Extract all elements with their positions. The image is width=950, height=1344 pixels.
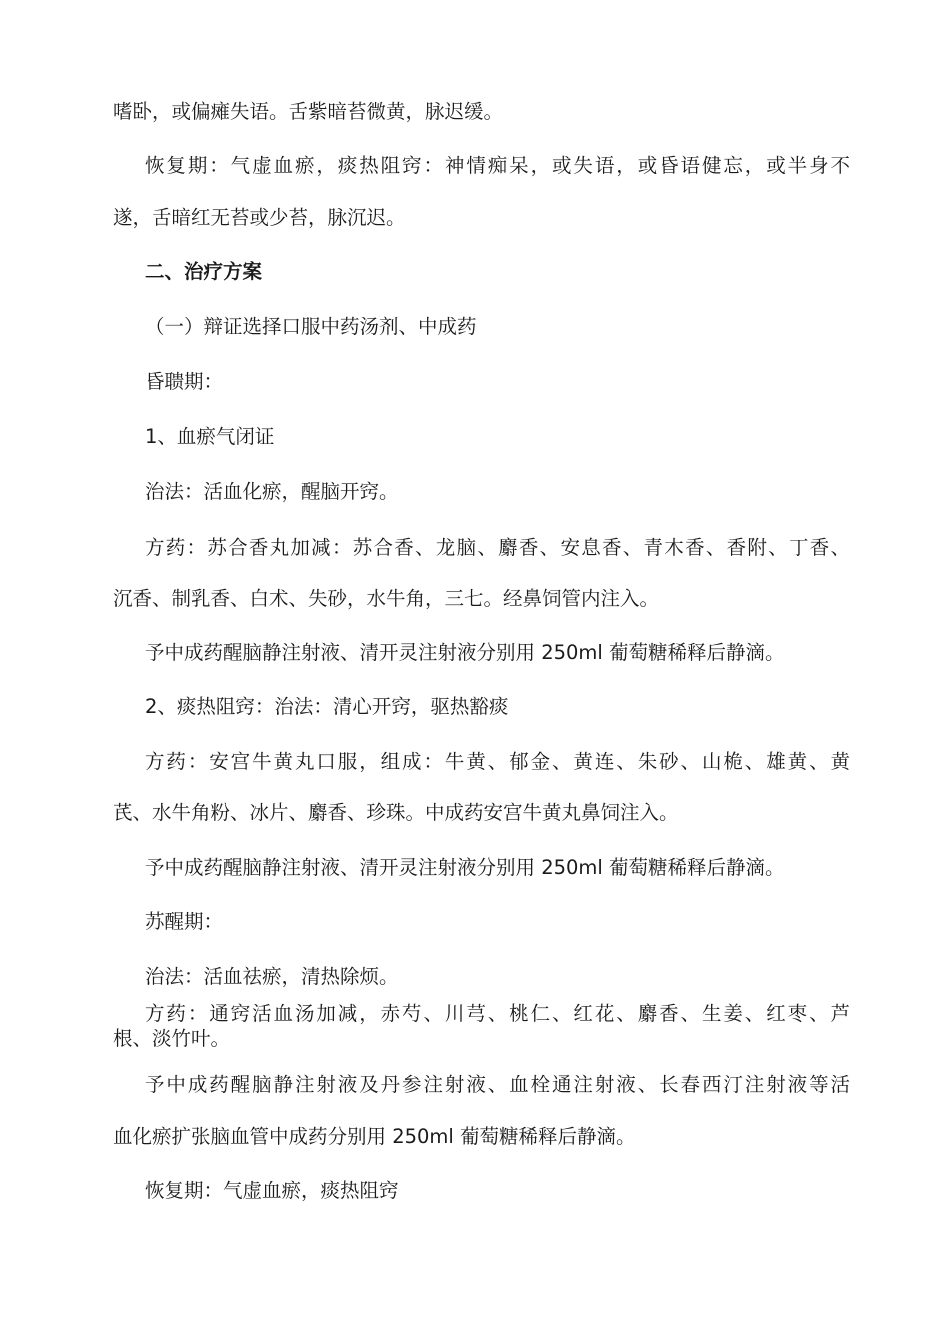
stage-heading: 苏醒期： — [145, 910, 224, 933]
paragraph-line: 方药：通窍活血汤加减，赤芍、川芎、桃仁、红花、麝香、生姜、红枣、芦 — [145, 1002, 850, 1025]
section-heading: 二、治疗方案 — [145, 260, 263, 283]
paragraph-line: 予中成药醒脑静注射液、清开灵注射液分别用 250ml 葡萄糖稀释后静滴。 — [145, 856, 785, 879]
paragraph-line: 芪、水牛角粉、冰片、麝香、珍珠。中成药安宫牛黄丸鼻饲注入。 — [113, 801, 679, 824]
stage-heading: 恢复期：气虚血瘀，痰热阻窍 — [145, 1179, 399, 1202]
subsection-heading: （一）辩证选择口服中药汤剂、中成药 — [145, 315, 477, 338]
stage-heading: 昏聩期： — [145, 370, 224, 393]
paragraph-line: 根、淡竹叶。 — [113, 1027, 231, 1050]
syndrome-heading: 2、痰热阻窍：治法：清心开窍，驱热豁痰 — [145, 695, 509, 718]
paragraph-line: 治法：活血化瘀，醒脑开窍。 — [145, 480, 399, 503]
paragraph-line: 治法：活血祛瘀，清热除烦。 — [145, 965, 399, 988]
paragraph-line: 恢复期：气虚血瘀，痰热阻窍：神情痴呆，或失语，或昏语健忘，或半身不 — [145, 154, 850, 177]
paragraph-line: 嗜卧，或偏瘫失语。舌紫暗苔微黄，脉迟缓。 — [113, 100, 504, 123]
paragraph-line: 予中成药醒脑静注射液、清开灵注射液分别用 250ml 葡萄糖稀释后静滴。 — [145, 641, 785, 664]
paragraph-line: 方药：安宫牛黄丸口服，组成：牛黄、郁金、黄连、朱砂、山桅、雄黄、黄 — [145, 750, 850, 773]
paragraph-line: 方药：苏合香丸加减：苏合香、龙脑、麝香、安息香、青木香、香附、丁香、 — [145, 536, 850, 559]
paragraph-line: 遂，舌暗红无苔或少苔，脉沉迟。 — [113, 206, 406, 229]
paragraph-line: 沉香、制乳香、白术、失砂，水牛角，三七。经鼻饲管内注入。 — [113, 587, 660, 610]
paragraph-line: 予中成药醒脑静注射液及丹参注射液、血栓通注射液、长春西汀注射液等活 — [145, 1073, 850, 1096]
syndrome-heading: 1、血瘀气闭证 — [145, 425, 275, 448]
paragraph-line: 血化瘀扩张脑血管中成药分别用 250ml 葡萄糖稀释后静滴。 — [113, 1125, 636, 1148]
